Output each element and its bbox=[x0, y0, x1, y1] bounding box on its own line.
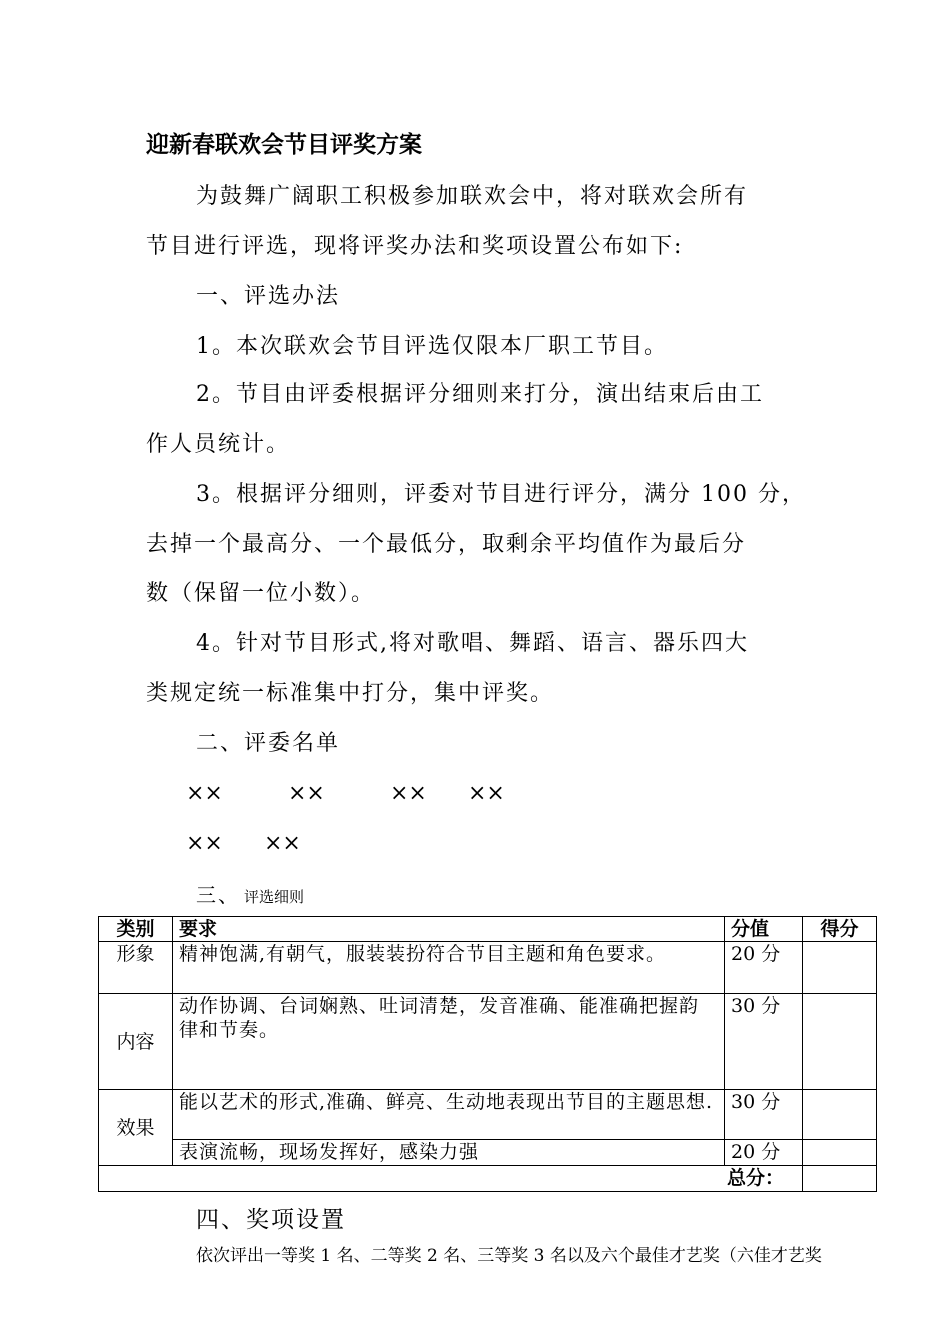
section-4-text: 依次评出一等奖 1 名、二等奖 2 名、三等奖 3 名以及六个最佳才艺奖（六佳才艺奖 bbox=[196, 1246, 822, 1266]
table-row bbox=[99, 1090, 877, 1140]
judge-name: ×× bbox=[288, 781, 325, 806]
rule-4-line-2: 类规定统一标准集中打分，集中评奖。 bbox=[146, 681, 555, 706]
table-total-row bbox=[99, 1166, 877, 1192]
intro-line-2: 节目进行评选，现将评奖办法和奖项设置公布如下: bbox=[146, 234, 684, 259]
section-3-heading bbox=[196, 878, 304, 912]
score-cell: 30 分 bbox=[725, 1090, 803, 1140]
requirement-cell: 能以艺术的形式,准确、鲜亮、生动地表现出节目的主题思想. bbox=[173, 1090, 725, 1140]
judge-name: ×× bbox=[390, 781, 427, 806]
category-cell: 效果 bbox=[99, 1090, 173, 1166]
rule-2-line-2: 作人员统计。 bbox=[146, 432, 291, 457]
points-cell bbox=[803, 1090, 877, 1140]
score-cell: 30 分 bbox=[725, 994, 803, 1090]
category-cell: 内容 bbox=[99, 994, 173, 1090]
requirement-cell: 动作协调、台词娴熟、吐词清楚，发音准确、能准确把握韵律和节奏。 bbox=[173, 994, 725, 1090]
judge-name: ×× bbox=[264, 831, 301, 856]
total-label: 总分： bbox=[99, 1166, 803, 1192]
rule-3-line-1: 3。根据评分细则，评委对节目进行评分，满分 100 分， bbox=[196, 482, 806, 507]
header-score: 分值 bbox=[725, 917, 803, 942]
header-points: 得分 bbox=[803, 917, 877, 942]
rule-3-line-2: 去掉一个最高分、一个最低分，取剩余平均值作为最后分 bbox=[146, 532, 747, 557]
judge-name: ×× bbox=[186, 781, 223, 806]
score-cell: 20 分 bbox=[725, 1140, 803, 1166]
rule-3-line-3: 数（保留一位小数）。 bbox=[146, 581, 376, 606]
table-row bbox=[99, 942, 877, 994]
rule-4-line-1: 4。针对节目形式,将对歌唱、舞蹈、语言、器乐四大 bbox=[196, 631, 749, 656]
section-2-heading: 二、评委名单 bbox=[196, 731, 341, 756]
document-title: 迎新春联欢会节目评奖方案 bbox=[146, 131, 422, 158]
table-header-row bbox=[99, 917, 877, 942]
score-cell: 20 分 bbox=[725, 942, 803, 994]
intro-line-1: 为鼓舞广阔职工积极参加联欢会中，将对联欢会所有 bbox=[196, 184, 749, 209]
header-category: 类别 bbox=[99, 917, 173, 942]
judge-name: ×× bbox=[186, 831, 223, 856]
requirement-cell: 精神饱满,有朝气，服装装扮符合节目主题和角色要求。 bbox=[173, 942, 725, 994]
total-points-cell bbox=[803, 1166, 877, 1192]
section-1-heading: 一、评选办法 bbox=[196, 284, 341, 309]
points-cell bbox=[803, 1140, 877, 1166]
section-3-title: 评选细则 bbox=[244, 888, 305, 906]
section-4-heading: 四、奖项设置 bbox=[196, 1207, 346, 1233]
scoring-rubric-table bbox=[98, 916, 877, 1192]
table-row bbox=[99, 994, 877, 1090]
rule-2-line-1: 2。节目由评委根据评分细则来打分，演出结束后由工 bbox=[196, 382, 764, 407]
section-3-number: 三、 bbox=[196, 883, 240, 907]
requirement-cell: 表演流畅，现场发挥好，感染力强 bbox=[173, 1140, 725, 1166]
points-cell bbox=[803, 994, 877, 1090]
rule-1: 1。本次联欢会节目评选仅限本厂职工节目。 bbox=[196, 334, 668, 359]
table-row bbox=[99, 1140, 877, 1166]
points-cell bbox=[803, 942, 877, 994]
judge-name: ×× bbox=[468, 781, 505, 806]
header-requirement: 要求 bbox=[173, 917, 725, 942]
category-cell: 形象 bbox=[99, 942, 173, 994]
